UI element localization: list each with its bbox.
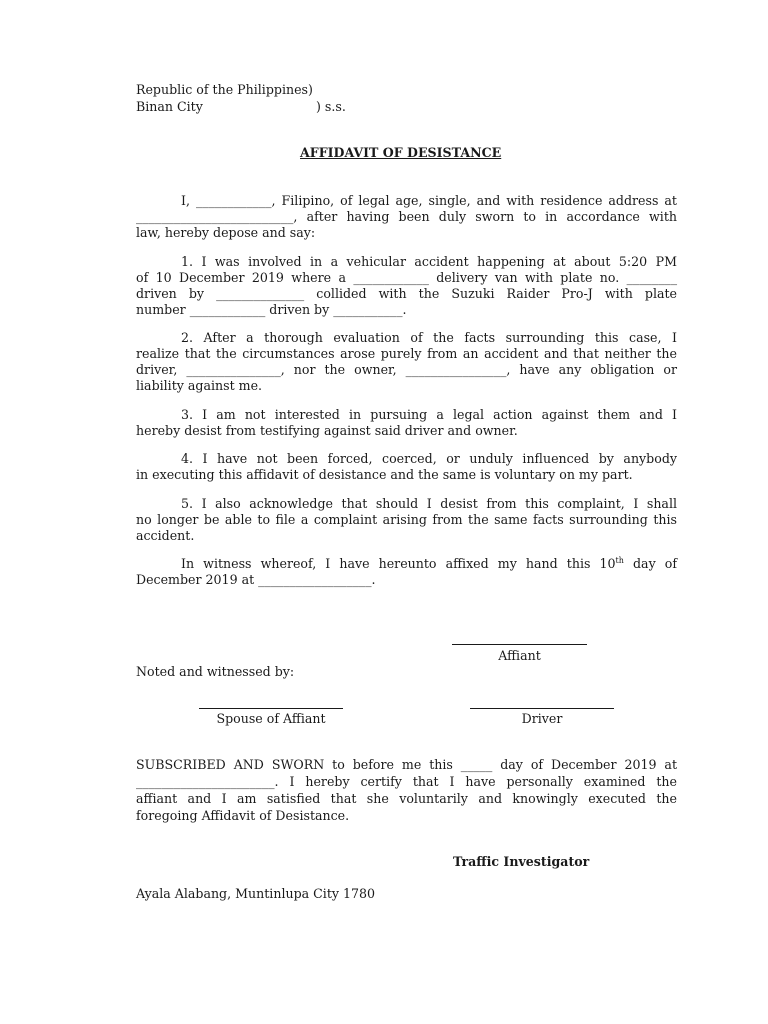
p3-line-1: 3. I am not interested in pursuing a legal action against them and I xyxy=(181,407,677,422)
witness-ordinal: th xyxy=(615,555,624,565)
witness-text-b: day of xyxy=(623,556,678,571)
p2-line-3: driver, _______________, nor the owner, ________________, have any obligation or xyxy=(136,362,677,377)
header-city: Binan City xyxy=(136,99,203,114)
intro-line-2: _________________________, after having been duly sworn to in accordance with xyxy=(136,209,677,224)
header-republic: Republic of the Philippines) xyxy=(136,82,313,97)
affiant-label: Affiant xyxy=(498,648,541,663)
p2-line-2: realize that the circumstances arose purely from an accident and that neither the xyxy=(136,346,677,361)
p4-line-2: in executing this affidavit of desistance and the same is voluntary on my part. xyxy=(136,467,633,482)
witness-text-a: In witness whereof, I have hereunto affixed my hand this 10 xyxy=(181,556,616,571)
p4-line-1: 4. I have not been forced, coerced, or unduly influenced by anybody xyxy=(181,451,677,466)
p1-line-1: 1. I was involved in a vehicular accident happening at about 5:20 PM xyxy=(181,254,677,269)
witness-line-1 xyxy=(181,556,677,572)
p5-line-3: accident. xyxy=(136,528,195,543)
jurat-line-4: foregoing Affidavit of Desistance. xyxy=(136,808,350,823)
witness-line-2: December 2019 at __________________. xyxy=(136,572,376,587)
intro-line-3: law, hereby depose and say: xyxy=(136,225,316,240)
driver-label: Driver xyxy=(521,711,563,726)
p2-line-1: 2. After a thorough evaluation of the facts surrounding this case, I xyxy=(181,330,677,345)
p1-line-3: driven by ______________ collided with the Suzuki Raider Pro-J with plate xyxy=(136,286,677,301)
document-title: AFFIDAVIT OF DESISTANCE xyxy=(300,145,502,160)
spouse-signature-line xyxy=(199,708,343,709)
header-ss: ) s.s. xyxy=(316,99,346,114)
address-line: Ayala Alabang, Muntinlupa City 1780 xyxy=(136,886,376,901)
jurat-line-3: affiant and I am satisfied that she voluntarily and knowingly executed the xyxy=(136,791,677,806)
p2-line-4: liability against me. xyxy=(136,378,263,393)
affiant-signature-line xyxy=(452,644,587,645)
p5-line-1: 5. I also acknowledge that should I desist from this complaint, I shall xyxy=(181,496,677,511)
p1-line-2: of 10 December 2019 where a ____________ delivery van with plate no. ________ xyxy=(136,270,677,285)
driver-signature-line xyxy=(470,708,614,709)
jurat-line-1: SUBSCRIBED AND SWORN to before me this _____ day of December 2019 at xyxy=(136,757,677,772)
p5-line-2: no longer be able to file a complaint arising from the same facts surrounding this xyxy=(136,512,677,527)
noted-witnessed-label: Noted and witnessed by: xyxy=(136,664,295,679)
intro-line-1: I, ____________, Filipino, of legal age, single, and with residence address at xyxy=(181,193,677,208)
p1-line-4: number ____________ driven by ___________. xyxy=(136,302,407,317)
spouse-label: Spouse of Affiant xyxy=(216,711,326,726)
p3-line-2: hereby desist from testifying against said driver and owner. xyxy=(136,423,518,438)
jurat-line-2: ______________________. I hereby certify that I have personally examined the xyxy=(136,774,677,789)
traffic-investigator-label: Traffic Investigator xyxy=(453,854,590,869)
